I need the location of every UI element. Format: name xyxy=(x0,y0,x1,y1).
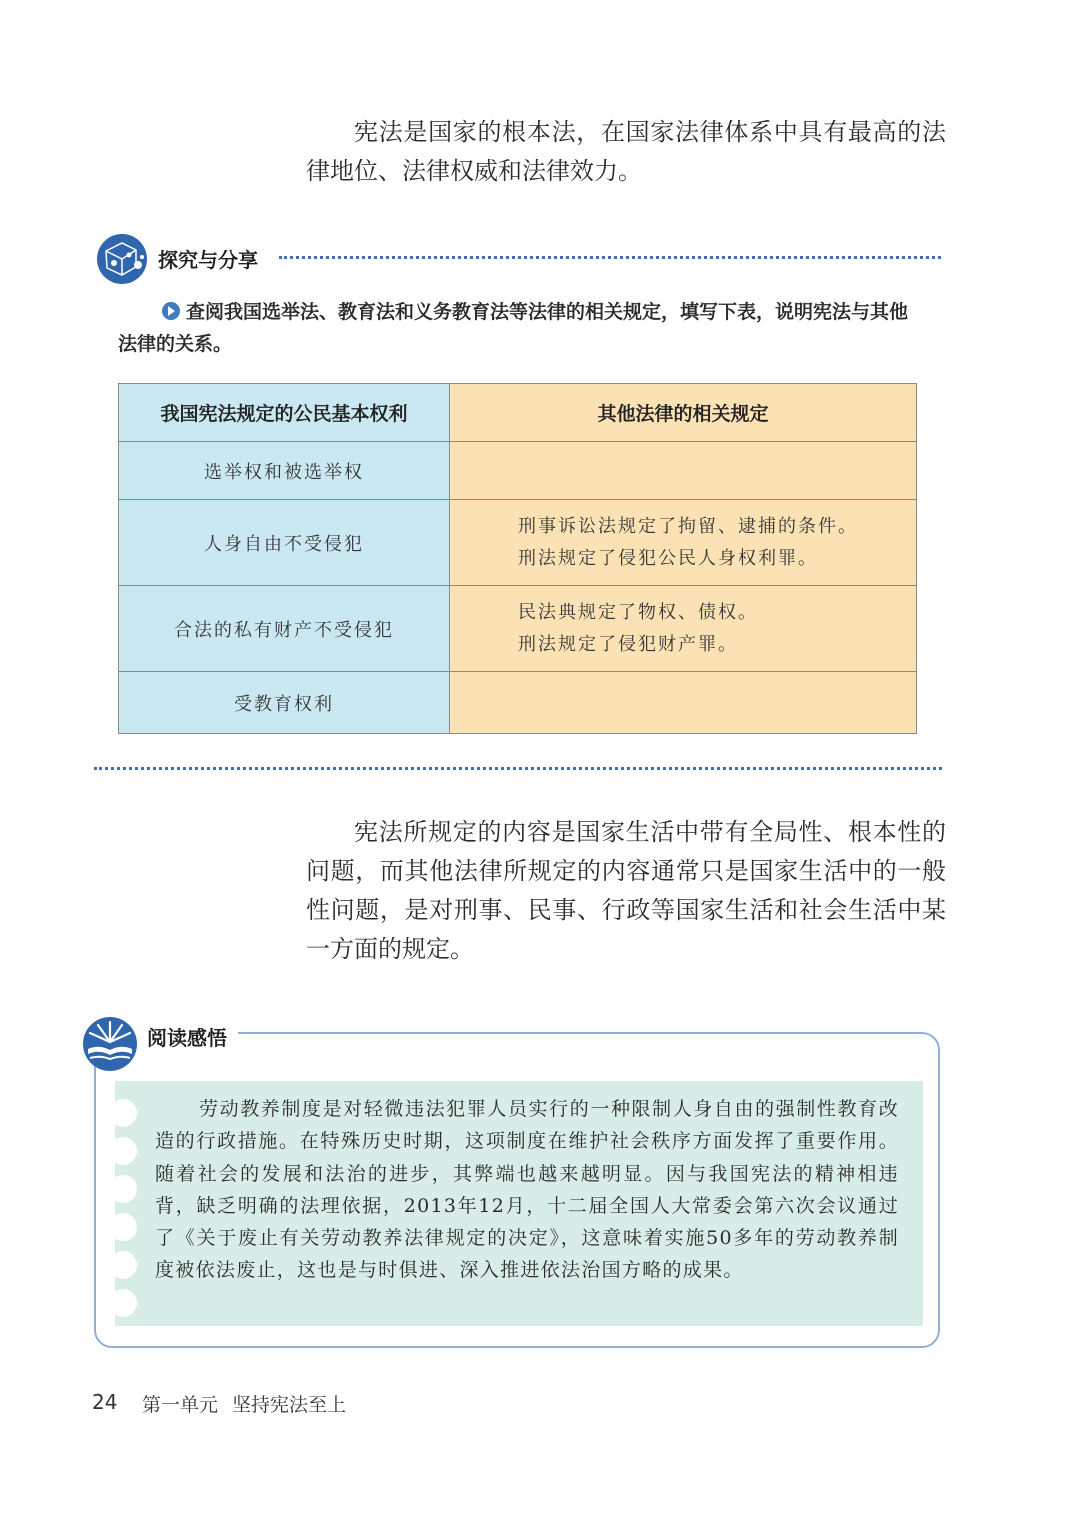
table-cell-provisions xyxy=(450,672,917,734)
table-cell-right: 人身自由不受侵犯 xyxy=(119,500,450,586)
table-row xyxy=(119,586,917,672)
table-header-rights: 我国宪法规定的公民基本权利 xyxy=(119,384,450,442)
reading-section-title: 阅读感悟 xyxy=(147,1026,227,1050)
binder-hole xyxy=(109,1251,137,1279)
dotted-divider xyxy=(279,256,941,259)
binder-hole xyxy=(109,1213,137,1241)
task-instruction xyxy=(118,296,918,360)
intro-paragraph xyxy=(306,113,946,191)
footer-unit-title xyxy=(142,1390,346,1417)
footer-unit: 第一单元 xyxy=(142,1394,219,1416)
footer-unit-name: 坚持宪法至上 xyxy=(232,1394,347,1416)
play-bullet-icon xyxy=(162,302,180,320)
binder-hole xyxy=(109,1099,137,1127)
provision-line: 刑事诉讼法规定了拘留、逮捕的条件。 xyxy=(518,515,858,537)
table-cell-provisions xyxy=(450,500,917,586)
reading-text xyxy=(155,1093,899,1287)
table-header-row xyxy=(119,384,917,442)
explore-section-title: 探究与分享 xyxy=(158,248,258,272)
table-cell-provisions xyxy=(450,442,917,500)
table-cell-right: 受教育权利 xyxy=(119,672,450,734)
binder-hole xyxy=(109,1137,137,1165)
rights-table xyxy=(118,383,917,734)
table-cell-right: 选举权和被选举权 xyxy=(119,442,450,500)
task-text: 查阅我国选举法、教育法和义务教育法等法律的相关规定，填写下表，说明宪法与其他法律的关系。 xyxy=(118,301,909,355)
explore-icon xyxy=(96,233,148,285)
binder-hole xyxy=(109,1175,137,1203)
page-number: 24 xyxy=(92,1390,118,1414)
table-cell-right: 合法的私有财产不受侵犯 xyxy=(119,586,450,672)
intro-text: 宪法是国家的根本法，在国家法律体系中具有最高的法律地位、法律权威和法律效力。 xyxy=(306,118,946,185)
table-row xyxy=(119,500,917,586)
binder-hole xyxy=(109,1289,137,1317)
reading-icon xyxy=(82,1016,138,1072)
provision-line: 刑法规定了侵犯公民人身权利罪。 xyxy=(518,547,818,569)
table-header-other-laws: 其他法律的相关规定 xyxy=(450,384,917,442)
body-text: 宪法所规定的内容是国家生活中带有全局性、根本性的问题，而其他法律所规定的内容通常只是国家生活中的一般性问题，是对刑事、民事、行政等国家生活和社会生活中某一方面的规定。 xyxy=(306,818,946,963)
reading-paragraph: 劳动教养制度是对轻微违法犯罪人员实行的一种限制人身自由的强制性教育改造的行政措施。在特殊历史时期，这项制度在维护社会秩序方面发挥了重要作用。随着社会的发展和法治的进步，其弊端也越来越明显。因与我国宪法的精神相违背，缺乏明确的法理依据，2013年12月，十二届全国人大常委会第六次会议通过了《关于废止有关劳动教养法律规定的决定》，这意味着实施50多年的劳动教养制度被依法废止，这也是与时俱进、深入推进依法治国方略的成果。 xyxy=(155,1098,899,1282)
dotted-divider xyxy=(94,767,942,770)
provision-line: 刑法规定了侵犯财产罪。 xyxy=(518,633,738,655)
table-cell-provisions xyxy=(450,586,917,672)
provision-line: 民法典规定了物权、债权。 xyxy=(518,601,758,623)
body-paragraph xyxy=(306,813,946,969)
table-row xyxy=(119,442,917,500)
table-row xyxy=(119,672,917,734)
